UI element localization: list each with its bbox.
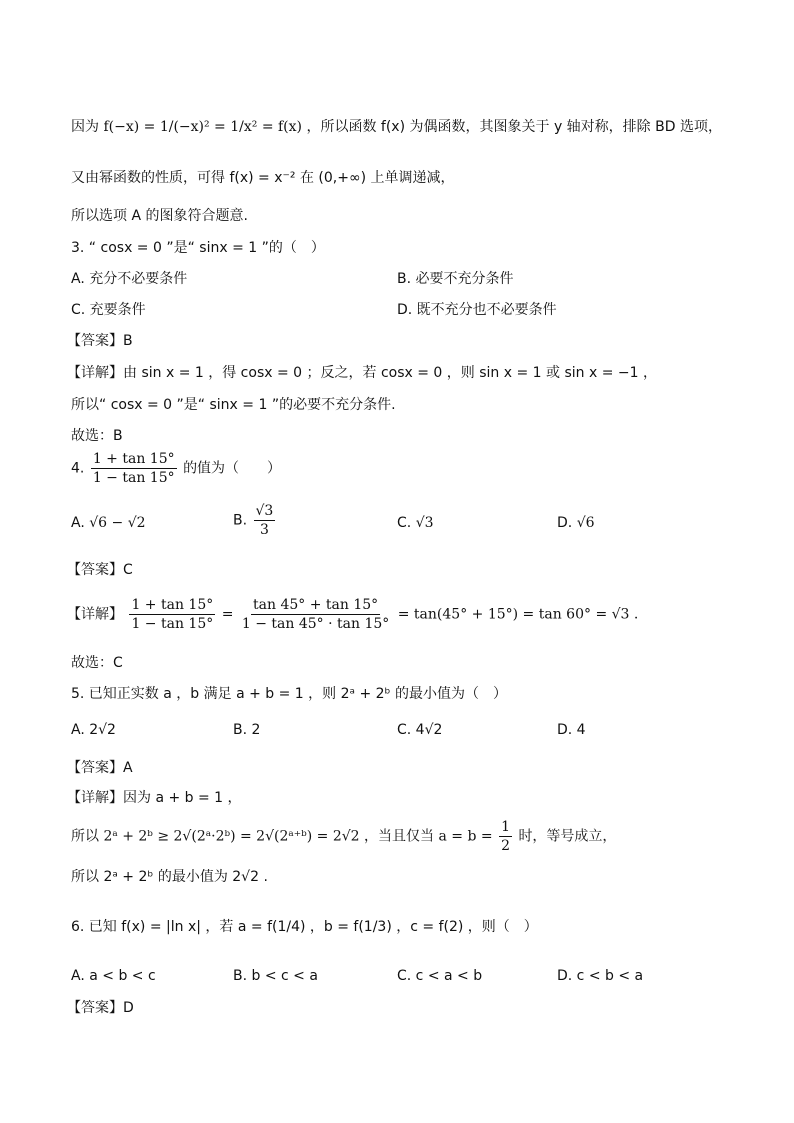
q4-detail-tail: = tan(45° + 15°) = tan 60° = √3 . (397, 606, 639, 623)
q6-option-d: D. c < b < a (557, 968, 644, 984)
q4-option-b (233, 502, 277, 539)
q5-detail-2-suffix: 时，等号成立， (518, 828, 617, 845)
q5-option-c: C. 4√2 (397, 722, 443, 738)
q4-detail-eq: = (221, 606, 234, 623)
q5-half-num: 1 (501, 819, 510, 835)
q4-option-d-value: √6 (576, 515, 595, 531)
q3-choose: 故选：B (71, 428, 123, 444)
q3-option-d: D. 既不充分也不必要条件 (397, 302, 557, 318)
text-line-even-function (71, 116, 722, 138)
q3-option-b: B. 必要不充分条件 (397, 271, 514, 287)
q3-option-c: C. 充要条件 (71, 302, 146, 318)
q4-option-a-label: A. (71, 515, 85, 531)
q4-option-a-value: √6 − √2 (89, 515, 146, 531)
q6-option-c: C. c < a < b (397, 968, 483, 984)
q4-detail-label: 【详解】 (67, 606, 123, 623)
q4-option-d-label: D. (557, 515, 573, 531)
q4-numerator: 1 + tan 15° (92, 451, 175, 467)
text-line-conclusion: 所以选项 A 的图象符合题意. (71, 208, 248, 224)
q4-detail-frac1-den: 1 − tan 15° (131, 616, 214, 632)
q4-option-b-num: √3 (255, 503, 274, 519)
question-5: 5. 已知正实数 a ，b 满足 a + b = 1 ，则 2ᵃ + 2ᵇ 的最小值为（ ） (71, 686, 507, 702)
q4-detail-frac2-den: 1 − tan 45° · tan 15° (241, 616, 390, 632)
q5-option-d: D. 4 (557, 722, 586, 738)
q3-option-a: A. 充分不必要条件 (71, 271, 188, 287)
line1-prefix: 因为 (71, 119, 99, 135)
q4-suffix: 的值为（ ） (183, 460, 282, 477)
q4-prefix: 4. (71, 460, 85, 477)
q4-option-b-fraction (254, 502, 276, 539)
q4-option-c (397, 512, 434, 534)
question-6: 6. 已知 f(x) = |ln x| ，若 a = f(1/4) ，b = f(1/3) ，c = f(2) ，则（ ） (71, 919, 538, 935)
line1-math: f(−x) = 1/(−x)² = 1/x² = f(x) (103, 119, 302, 135)
q5-detail-3: 所以 2ᵃ + 2ᵇ 的最小值为 2√2 . (71, 869, 268, 885)
q4-option-b-label: B. (233, 512, 248, 529)
q6-option-a: A. a < b < c (71, 968, 156, 984)
q4-option-a (71, 512, 146, 534)
q5-answer: 【答案】A (67, 760, 133, 776)
q4-detail-frac1-num: 1 + tan 15° (131, 597, 214, 613)
q3-answer: 【答案】B (67, 333, 133, 349)
q4-option-c-value: √3 (415, 515, 434, 531)
question-4 (71, 450, 281, 487)
q5-option-a: A. 2√2 (71, 722, 116, 738)
q4-denominator: 1 − tan 15° (92, 470, 175, 486)
q4-choose: 故选：C (71, 655, 123, 671)
q4-detail-frac1 (129, 596, 215, 633)
q4-answer: 【答案】C (67, 562, 133, 578)
q5-half-den: 2 (501, 838, 510, 854)
q3-detail-2: 所以“ cosx = 0 ”是“ sinx = 1 ”的必要不充分条件. (71, 397, 396, 413)
q4-detail-frac2-num: tan 45° + tan 15° (253, 597, 379, 613)
q5-option-b: B. 2 (233, 722, 261, 738)
text-line-power-function: 又由幂函数的性质，可得 f(x) = x⁻² 在 (0,+∞) 上单调递减， (71, 170, 455, 186)
question-3: 3. “ cosx = 0 ”是“ sinx = 1 ”的（ ） (71, 240, 325, 256)
q5-half-fraction (499, 818, 512, 855)
q5-detail: 【详解】因为 a + b = 1 ， (67, 790, 242, 806)
q4-option-d (557, 512, 595, 534)
q4-option-c-label: C. (397, 515, 412, 531)
q4-detail-frac2 (240, 596, 391, 633)
q3-detail: 【详解】由 sin x = 1 ，得 cosx = 0 ；反之，若 cosx = 0 ，则 sin x = 1 或 sin x = −1 ， (67, 365, 657, 381)
q6-option-b: B. b < c < a (233, 968, 318, 984)
line1-suffix: ，所以函数 f(x) 为偶函数，其图象关于 y 轴对称，排除 BD 选项， (306, 119, 722, 135)
q5-detail-2-prefix: 所以 2ᵃ + 2ᵇ ≥ 2√(2ᵃ·2ᵇ) = 2√(2ᵃ⁺ᵇ) = 2√2 ，当且仅当 a = b = (71, 828, 493, 845)
q4-detail (67, 596, 638, 633)
q4-option-b-den: 3 (259, 522, 269, 538)
q4-fraction (91, 450, 177, 487)
q6-answer: 【答案】D (67, 1000, 134, 1016)
q5-detail-2 (71, 818, 616, 855)
